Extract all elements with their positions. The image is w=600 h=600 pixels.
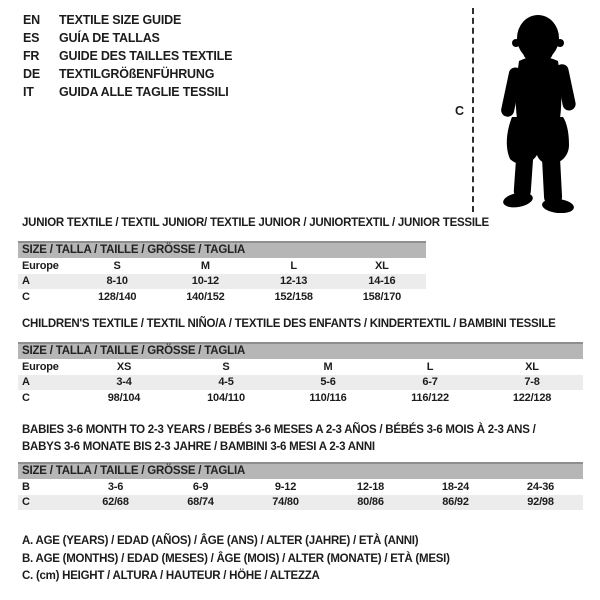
table-row xyxy=(18,495,583,511)
language-code: FR xyxy=(23,49,40,63)
table-cell: 7-8 xyxy=(524,376,540,389)
table-cell: XL xyxy=(525,360,539,373)
table-cell: 24-36 xyxy=(526,480,555,493)
table-cell: 6-7 xyxy=(422,376,438,389)
language-row xyxy=(23,83,232,101)
table-row xyxy=(18,258,426,274)
table-rows xyxy=(18,479,583,510)
section-title-babies-line2: BABYS 3-6 MONATE BIS 2-3 JAHRE / BAMBINI 3-6 MESI A 2-3 ANNI xyxy=(22,441,375,453)
language-row xyxy=(23,47,232,65)
section-title-junior: JUNIOR TEXTILE / TEXTIL JUNIOR/ TEXTILE JUNIOR / JUNIORTEXTIL / JUNIOR TESSILE xyxy=(22,217,489,229)
language-row xyxy=(23,29,232,47)
language-code: DE xyxy=(23,67,40,81)
table-cell: 152/158 xyxy=(274,290,313,303)
height-measure-label: C xyxy=(455,104,465,118)
table-row xyxy=(18,479,583,495)
children-size-table xyxy=(18,342,583,406)
table-rows xyxy=(18,258,426,305)
baby-silhouette-icon xyxy=(479,11,597,213)
table-cell: M xyxy=(200,259,210,272)
table-cell: 3-4 xyxy=(116,376,132,389)
table-cell: 80/86 xyxy=(357,496,384,509)
language-row xyxy=(23,65,232,83)
table-row xyxy=(18,390,583,406)
height-measure-dashed-line xyxy=(472,8,474,212)
table-cell: 4-5 xyxy=(218,376,234,389)
footnote: C. (cm) HEIGHT / ALTURA / HAUTEUR / HÖHE / ALTEZZA xyxy=(22,570,320,583)
row-label: A xyxy=(22,376,30,389)
row-label: A xyxy=(22,275,30,288)
table-cell: L xyxy=(290,259,297,272)
language-title-list xyxy=(23,11,232,101)
table-cell: XL xyxy=(375,259,389,272)
table-cell: S xyxy=(113,259,121,272)
footnote: A. AGE (YEARS) / EDAD (AÑOS) / ÂGE (ANS) / ALTER (JAHRE) / ETÀ (ANNI) xyxy=(22,535,419,547)
row-label: C xyxy=(22,496,30,509)
table-cell: 62/68 xyxy=(102,496,129,509)
table-cell: 92/98 xyxy=(527,496,554,509)
table-cell: 12-13 xyxy=(280,275,308,288)
table-cell: 86/92 xyxy=(442,496,469,509)
table-row xyxy=(18,359,583,375)
section-title-babies-line1: BABIES 3-6 MONTH TO 2-3 YEARS / BEBÉS 3-6 MESES A 2-3 AÑOS / BÉBÉS 3-6 MOIS À 2-3 ANS / xyxy=(22,424,536,436)
table-cell: 140/152 xyxy=(186,290,225,303)
language-title: GUÍA DE TALLAS xyxy=(59,31,160,45)
language-title: TEXTILGRÖßENFÜHRUNG xyxy=(59,67,215,81)
footnote-legend xyxy=(22,533,450,586)
table-cell: 18-24 xyxy=(441,480,470,493)
table-cell: L xyxy=(426,360,434,373)
size-header-bar: SIZE / TALLA / TAILLE / GRÖSSE / TAGLIA xyxy=(18,241,426,258)
table-row xyxy=(18,274,426,290)
language-code: IT xyxy=(23,85,34,99)
section-title-children: CHILDREN'S TEXTILE / TEXTIL NIÑO/A / TEXTILE DES ENFANTS / KINDERTEXTIL / BAMBINI TESSILE xyxy=(22,318,556,330)
table-cell: M xyxy=(323,360,333,373)
table-cell: 3-6 xyxy=(107,480,124,493)
language-row xyxy=(23,11,232,29)
table-cell: 8-10 xyxy=(106,275,128,288)
table-cell: 10-12 xyxy=(191,275,219,288)
size-header-bar: SIZE / TALLA / TAILLE / GRÖSSE / TAGLIA xyxy=(18,462,583,479)
table-cell: 6-9 xyxy=(192,480,209,493)
table-cell: 104/110 xyxy=(207,391,245,404)
language-code: EN xyxy=(23,13,40,27)
babies-size-table xyxy=(18,462,583,510)
table-cell: 9-12 xyxy=(274,480,297,493)
table-cell: S xyxy=(222,360,230,373)
language-code: ES xyxy=(23,31,40,45)
footnote: B. AGE (MONTHS) / EDAD (MESES) / ÂGE (MOIS) / ALTER (MONATE) / ETÀ (MESI) xyxy=(22,552,450,565)
language-title: GUIDA ALLE TAGLIE TESSILI xyxy=(59,85,229,99)
table-cell: 14-16 xyxy=(368,275,396,288)
table-cell: 110/116 xyxy=(309,391,347,404)
language-title: TEXTILE SIZE GUIDE xyxy=(59,13,182,27)
table-cell: 74/80 xyxy=(272,496,299,509)
table-cell: 122/128 xyxy=(512,391,552,404)
table-rows xyxy=(18,359,583,406)
table-cell: 116/122 xyxy=(411,391,449,404)
table-cell: 68/74 xyxy=(187,496,214,509)
row-label: Europe xyxy=(22,259,59,272)
table-cell: 12-18 xyxy=(356,480,385,493)
table-row xyxy=(18,289,426,305)
table-row xyxy=(18,375,583,391)
table-cell: 5-6 xyxy=(320,376,336,389)
row-label: C xyxy=(22,290,30,303)
table-cell: 98/104 xyxy=(107,391,141,404)
table-cell: XS xyxy=(116,360,132,373)
table-cell: 158/170 xyxy=(362,290,402,303)
table-cell: 128/140 xyxy=(97,290,137,303)
junior-size-table xyxy=(18,241,426,305)
row-label: Europe xyxy=(22,360,59,373)
row-label: C xyxy=(22,391,30,404)
size-header-bar: SIZE / TALLA / TAILLE / GRÖSSE / TAGLIA xyxy=(18,342,583,359)
row-label: B xyxy=(22,480,30,493)
language-title: GUIDE DES TAILLES TEXTILE xyxy=(59,49,233,63)
